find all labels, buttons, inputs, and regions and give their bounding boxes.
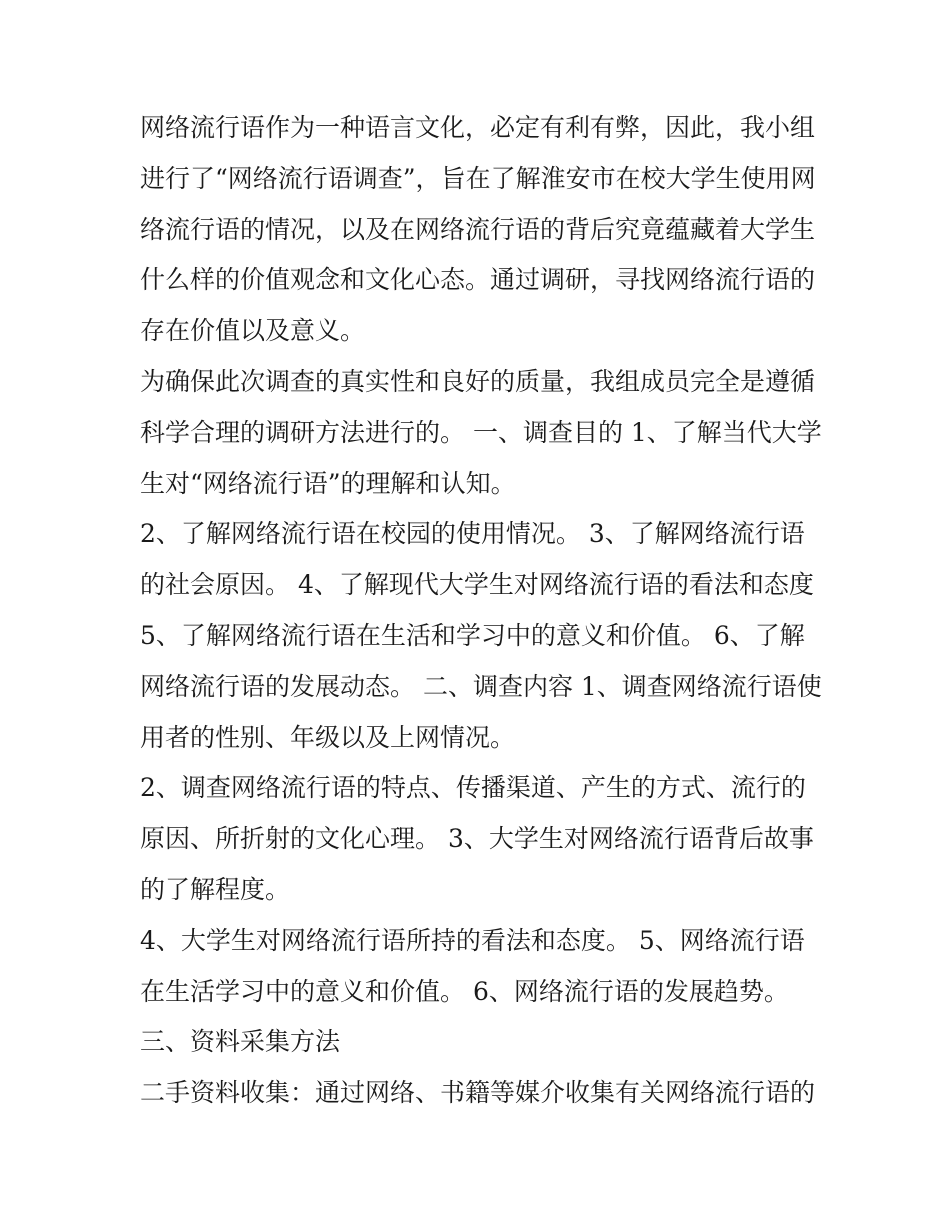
text-line: 2、调查网络流行语的特点、传播渠道、产生的方式、流行的: [140, 773, 806, 803]
text-line: 在生活学习中的意义和价值。 6、网络流行语的发展趋势。: [140, 976, 789, 1006]
text-line: 5、了解网络流行语在生活和学习中的意义和价值。 6、了解: [140, 620, 805, 650]
text-line: 用者的性别、年级以及上网情况。: [140, 722, 516, 752]
document-body: [140, 103, 820, 1119]
text-line: 4、大学生对网络流行语所持的看法和态度。 5、网络流行语: [140, 925, 805, 955]
text-line: 科学合理的调研方法进行的。 一、调查目的 1、了解当代大学: [140, 417, 822, 447]
text-line: 网络流行语的发展动态。 二、调查内容 1、调查网络流行语使: [140, 671, 822, 701]
text-line: 二手资料收集：通过网络、书籍等媒介收集有关网络流行语的: [140, 1078, 816, 1108]
text-line: 网络流行语作为一种语言文化，必定有利有弊，因此，我小组: [140, 113, 816, 142]
text-line: 络流行语的情况，以及在网络流行语的背后究竟蕴藏着大学生: [140, 214, 816, 244]
text-line: 什么样的价值观念和文化心态。通过调研，寻找网络流行语的: [140, 265, 816, 295]
text-line: 生对“网络流行语”的理解和认知。: [140, 468, 516, 498]
section-heading: 三、资料采集方法: [140, 1027, 341, 1057]
text-line: 原因、所折射的文化心理。 3、大学生对网络流行语背后故事: [140, 824, 814, 854]
text-line: 进行了“网络流行语调查”，旨在了解淮安市在校大学生使用网: [140, 163, 816, 193]
text-line: 的社会原因。 4、了解现代大学生对网络流行语的看法和态度: [140, 570, 814, 600]
text-line: 为确保此次调查的真实性和良好的质量，我组成员完全是遵循: [140, 366, 816, 396]
text-line: 存在价值以及意义。: [140, 316, 366, 346]
text-line: 2、了解网络流行语在校园的使用情况。 3、了解网络流行语: [140, 519, 805, 549]
text-line: 的了解程度。: [140, 874, 291, 904]
